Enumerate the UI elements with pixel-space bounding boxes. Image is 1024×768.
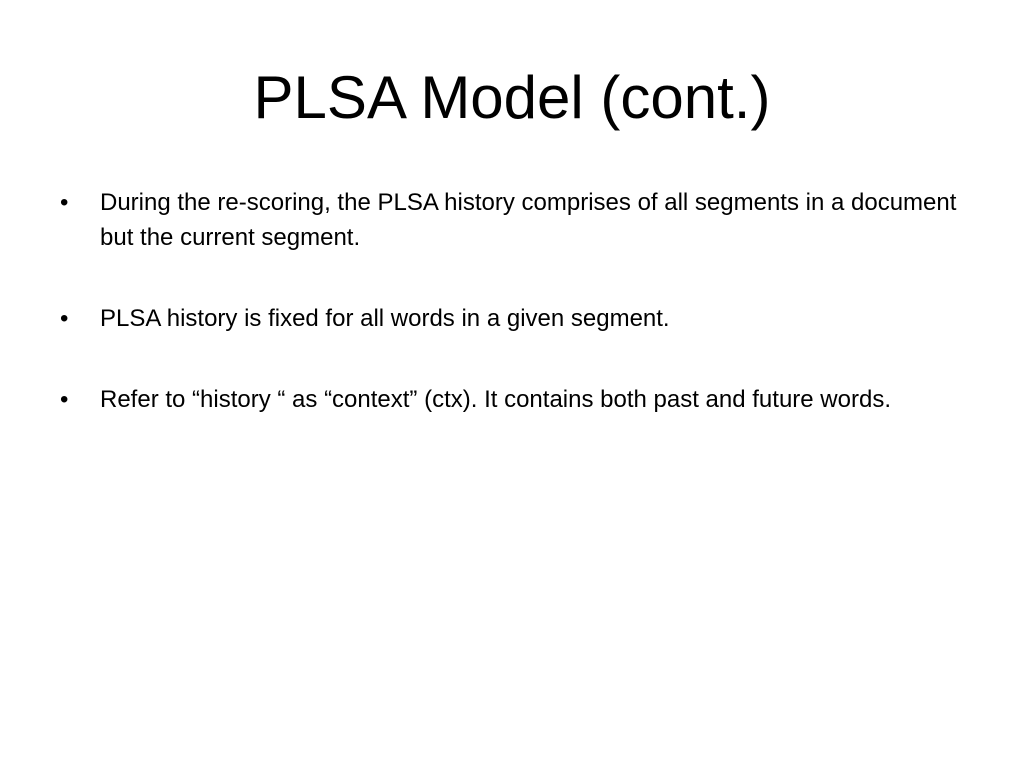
bullet-icon: •: [60, 305, 69, 332]
bullet-item: [58, 382, 978, 417]
bullet-text: PLSA history is fixed for all words in a given segment.: [100, 305, 670, 332]
slide-title: PLSA Model (cont.): [253, 64, 771, 131]
bullet-icon: •: [60, 189, 69, 216]
bullet-icon: •: [60, 386, 69, 413]
bullet-list: [58, 185, 978, 463]
bullet-text: During the re-scoring, the PLSA history comprises of all segments in a document but the current segment.: [100, 189, 957, 251]
bullet-text: Refer to “history “ as “context” (ctx). It contains both past and future words.: [100, 386, 891, 413]
bullet-item: [58, 185, 978, 255]
bullet-item: [58, 301, 978, 336]
